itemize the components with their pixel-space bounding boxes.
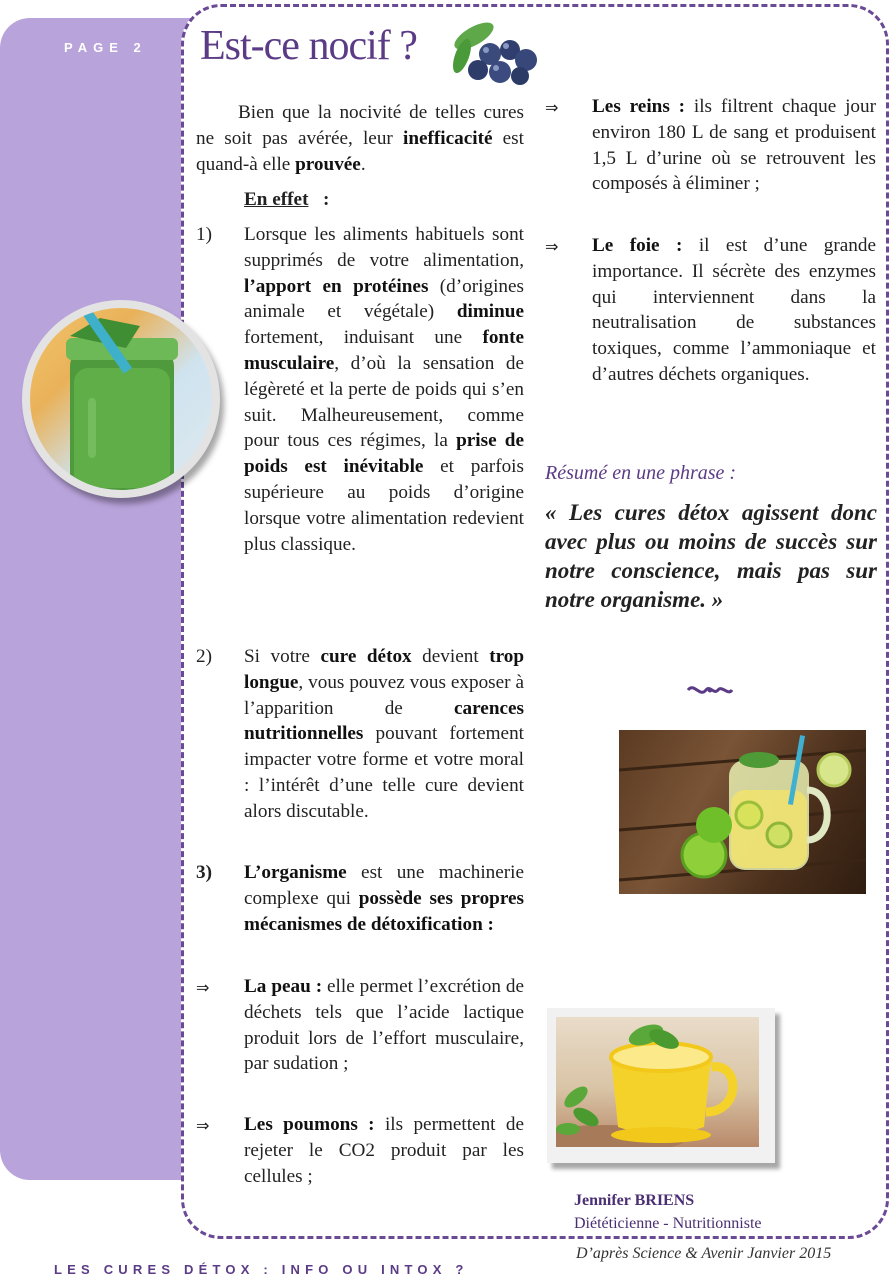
organ-peau: La peau : elle permet l’excrétion de déchets tels que l’acide lactique produit lors de l’effort musculaire, par sudation ; (244, 976, 524, 1075)
arrow-icon: ⇒ (196, 1116, 210, 1135)
lemon-tea-image (556, 1017, 759, 1147)
organ-reins: Les reins : ils filtrent chaque jour environ 180 L de sang et produisent 1,5 L d’urine où se retrouvent les composés à éliminer ; (592, 96, 876, 195)
author-role: Diététicienne - Nutritionniste (574, 1215, 762, 1232)
lemonade-illustration (619, 730, 866, 894)
blueberries-illustration (440, 16, 544, 86)
item-3-text: L’organisme est une machinerie complexe qui possède ses propres mécanismes de détoxification : (244, 862, 524, 935)
arrow-icon: ⇒ (545, 237, 559, 256)
ornament-icon (686, 682, 734, 698)
smoothie-image (30, 308, 212, 490)
footer-title: LES CURES DÉTOX : INFO OU INTOX ? (54, 1262, 469, 1277)
berry-highlight (483, 47, 489, 53)
berry-highlight (493, 65, 499, 71)
summary-quote: « Les cures détox agissent donc avec plus ou moins de succès sur notre conscience, mais pas sur notre organisme. » (545, 500, 877, 612)
lemon-tea-image-frame (547, 1008, 775, 1163)
arrow-icon: ⇒ (196, 978, 210, 997)
page-label: PAGE 2 (64, 40, 147, 55)
source-citation: D’après Science & Avenir Janvier 2015 (576, 1245, 832, 1262)
item-1-text: Lorsque les aliments habituels sont supprimés de votre alimentation, l’apport en protéines (d’origines animale et végétale) diminue fortement, induisant une fonte musculaire, d’où la sensation de légèreté et la perte de poids qui s’en suit. Malheureusement, comme pour tous ces régimes, la prise de poids est inévitable et parfois supérieure au poids d’origine lorsque votre alimentation redevient plus classique. (244, 224, 524, 555)
en-effet-heading: En effet (244, 189, 309, 210)
arrow-icon: ⇒ (545, 98, 559, 117)
item-number: 2) (196, 646, 212, 667)
berry (511, 67, 529, 85)
smoothie-illustration (30, 308, 212, 490)
en-effet-colon: : (323, 189, 330, 210)
page-title: Est-ce nocif ? (200, 23, 417, 69)
sidebar-band (0, 18, 200, 1180)
item-number: 1) (196, 224, 212, 245)
lemonade-image (619, 730, 866, 894)
berry (489, 61, 511, 83)
organ-foie: Le foie : il est d’une grande importance. Il sécrète des enzymes qui interviennent dans la neutralisation de substances toxiques, comme l’ammoniaque et d’autres déchets organiques. (592, 235, 876, 385)
smoothie-image-frame (22, 300, 220, 498)
author-name: Jennifer BRIENS (574, 1192, 695, 1209)
resume-label: Résumé en une phrase : (545, 462, 737, 484)
berry (468, 60, 488, 80)
berry-highlight (503, 43, 509, 49)
lemon-tea-illustration (556, 1017, 759, 1147)
organ-poumons: Les poumons : ils permettent de rejeter le CO2 produit par les cellules ; (244, 1114, 524, 1187)
item-2-text: Si votre cure détox devient trop longue, vous pouvez vous exposer à l’apparition de carences nutritionnelles pouvant fortement impacter votre forme et votre moral : l’intérêt d’une telle cure devient alors discutable. (244, 646, 525, 822)
item-number: 3) (196, 862, 212, 883)
intro-paragraph: Bien que la nocivité de telles cures ne soit pas avérée, leur inefficacité est quand-à elle prouvée. (196, 102, 524, 175)
